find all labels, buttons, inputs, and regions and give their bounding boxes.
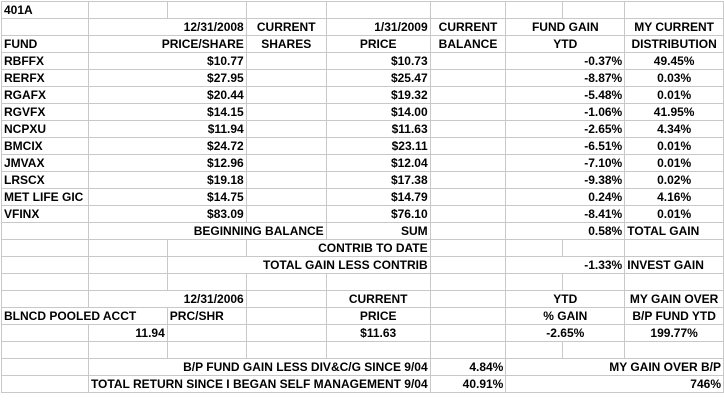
cell[interactable] bbox=[246, 291, 326, 308]
current-shares-cell[interactable] bbox=[246, 155, 326, 172]
fund-name[interactable]: BMCIX bbox=[2, 138, 89, 155]
distribution[interactable]: 4.16% bbox=[625, 189, 724, 206]
total-return-label[interactable]: TOTAL RETURN SINCE I BEGAN SELF MANAGEMENT 9/04 bbox=[88, 376, 430, 393]
current-shares-cell[interactable] bbox=[246, 189, 326, 206]
cell[interactable] bbox=[2, 342, 89, 359]
current-shares-cell[interactable] bbox=[246, 87, 326, 104]
cell[interactable] bbox=[430, 291, 506, 308]
cell[interactable] bbox=[562, 2, 625, 19]
price-2008[interactable]: $83.09 bbox=[88, 206, 246, 223]
current-shares-cell[interactable] bbox=[246, 104, 326, 121]
cell[interactable] bbox=[2, 291, 89, 308]
cell[interactable] bbox=[246, 325, 326, 342]
summary-row-beginning bbox=[2, 223, 724, 240]
distribution[interactable]: 0.01% bbox=[625, 155, 724, 172]
footer-row-2 bbox=[2, 376, 724, 393]
price-2009[interactable]: $23.11 bbox=[326, 138, 430, 155]
pooled-price[interactable]: PRICE bbox=[326, 308, 430, 325]
cell[interactable] bbox=[430, 257, 506, 274]
price-2008[interactable]: $14.75 bbox=[88, 189, 246, 206]
current-balance-cell[interactable] bbox=[430, 70, 506, 87]
header-current-balance[interactable]: CURRENT bbox=[430, 19, 506, 36]
cell[interactable] bbox=[430, 308, 506, 325]
cell[interactable] bbox=[430, 240, 506, 257]
header-distribution[interactable]: DISTRIBUTION bbox=[625, 36, 724, 53]
table-row bbox=[2, 53, 724, 70]
pooled-value-2006[interactable]: 11.94 bbox=[88, 325, 167, 342]
price-2008[interactable]: $12.96 bbox=[88, 155, 246, 172]
total-gain-label[interactable]: TOTAL GAIN bbox=[625, 223, 724, 240]
price-2009[interactable]: $14.00 bbox=[326, 104, 430, 121]
header-price[interactable]: PRICE bbox=[326, 36, 430, 53]
summary-row-contrib bbox=[2, 240, 724, 257]
bp-less-value[interactable]: 4.84% bbox=[430, 359, 506, 376]
header-fund[interactable]: FUND bbox=[2, 36, 89, 53]
table-row bbox=[2, 70, 724, 87]
fund-name[interactable]: RGAFX bbox=[2, 87, 89, 104]
total-return-value[interactable]: 40.91% bbox=[430, 376, 506, 393]
price-2008[interactable]: $11.94 bbox=[88, 121, 246, 138]
title-row bbox=[2, 2, 724, 19]
cell[interactable] bbox=[2, 376, 89, 393]
current-balance-cell[interactable] bbox=[430, 155, 506, 172]
fund-name[interactable]: LRSCX bbox=[2, 172, 89, 189]
invest-gain-value[interactable]: -1.33% bbox=[506, 257, 625, 274]
summary-row-invest bbox=[2, 257, 724, 274]
cell[interactable] bbox=[88, 2, 167, 19]
cell-title[interactable]: 401A bbox=[2, 2, 89, 19]
current-shares-cell[interactable] bbox=[246, 138, 326, 155]
table-row bbox=[2, 138, 724, 155]
cell[interactable] bbox=[2, 223, 89, 240]
price-2008[interactable]: $20.44 bbox=[88, 87, 246, 104]
header-my-current[interactable]: MY CURRENT bbox=[625, 19, 724, 36]
cell[interactable] bbox=[506, 240, 562, 257]
current-shares-cell[interactable] bbox=[246, 70, 326, 87]
price-2009[interactable]: $12.04 bbox=[326, 155, 430, 172]
header-balance[interactable]: BALANCE bbox=[430, 36, 506, 53]
empty-row bbox=[2, 274, 724, 291]
header-current-date[interactable]: 1/31/2009 bbox=[326, 19, 430, 36]
empty-row bbox=[2, 342, 724, 359]
fund-name[interactable]: MET LIFE GIC bbox=[2, 189, 89, 206]
distribution[interactable]: 0.02% bbox=[625, 172, 724, 189]
cell[interactable] bbox=[430, 2, 506, 19]
pooled-prc-shr[interactable]: PRC/SHR bbox=[167, 308, 246, 325]
pooled-current[interactable]: CURRENT bbox=[326, 291, 430, 308]
price-2008[interactable]: $19.18 bbox=[88, 172, 246, 189]
distribution[interactable]: 0.01% bbox=[625, 87, 724, 104]
pooled-header-row-1 bbox=[2, 291, 724, 308]
header-price-share[interactable]: PRICE/SHARE bbox=[88, 36, 246, 53]
spreadsheet-grid bbox=[1, 1, 724, 393]
price-2008[interactable]: $24.72 bbox=[88, 138, 246, 155]
current-balance-cell[interactable] bbox=[430, 104, 506, 121]
pooled-my-gain-over[interactable]: MY GAIN OVER bbox=[625, 291, 724, 308]
cell[interactable] bbox=[246, 2, 326, 19]
fund-gain-ytd[interactable]: -5.48% bbox=[506, 87, 625, 104]
cell[interactable] bbox=[2, 359, 89, 376]
fund-gain-ytd[interactable]: -1.06% bbox=[506, 104, 625, 121]
distribution[interactable]: 41.95% bbox=[625, 104, 724, 121]
current-balance-cell[interactable] bbox=[430, 121, 506, 138]
cell[interactable] bbox=[625, 342, 724, 359]
cell[interactable] bbox=[167, 342, 246, 359]
pooled-value-current[interactable]: $11.63 bbox=[326, 325, 430, 342]
pooled-ytd[interactable]: YTD bbox=[506, 291, 625, 308]
price-2009[interactable]: $10.73 bbox=[326, 53, 430, 70]
current-balance-cell[interactable] bbox=[430, 189, 506, 206]
contrib-to-date-label[interactable]: CONTRIB TO DATE bbox=[246, 240, 430, 257]
pooled-values-row bbox=[2, 325, 724, 342]
cell[interactable] bbox=[430, 342, 506, 359]
current-balance-cell[interactable] bbox=[430, 172, 506, 189]
pooled-value-my-gain[interactable]: 199.77% bbox=[625, 325, 724, 342]
grid-body bbox=[2, 2, 724, 393]
table-row bbox=[2, 104, 724, 121]
cell[interactable] bbox=[2, 325, 89, 342]
table-row bbox=[2, 121, 724, 138]
pooled-pct-gain[interactable]: % GAIN bbox=[506, 308, 625, 325]
current-balance-cell[interactable] bbox=[430, 87, 506, 104]
distribution[interactable]: 4.34% bbox=[625, 121, 724, 138]
pooled-account-label[interactable]: BLNCD POOLED ACCT bbox=[2, 308, 168, 325]
invest-gain-label[interactable]: INVEST GAIN bbox=[625, 257, 724, 274]
price-2009[interactable]: $11.63 bbox=[326, 121, 430, 138]
header-ytd[interactable]: YTD bbox=[506, 36, 625, 53]
fund-gain-ytd[interactable]: -9.38% bbox=[506, 172, 625, 189]
total-gain-less-contrib-label[interactable]: TOTAL GAIN LESS CONTRIB bbox=[167, 257, 430, 274]
cell[interactable] bbox=[430, 274, 506, 291]
fund-gain-ytd[interactable]: 0.24% bbox=[506, 189, 625, 206]
fund-gain-ytd[interactable]: -8.87% bbox=[506, 70, 625, 87]
fund-name[interactable]: NCPXU bbox=[2, 121, 89, 138]
price-2008[interactable]: $10.77 bbox=[88, 53, 246, 70]
cell[interactable] bbox=[506, 274, 562, 291]
cell[interactable] bbox=[88, 342, 167, 359]
header-fund-gain[interactable]: FUND GAIN bbox=[506, 19, 625, 36]
cell[interactable] bbox=[326, 274, 430, 291]
cell[interactable] bbox=[625, 240, 724, 257]
cell[interactable] bbox=[430, 325, 506, 342]
header-price-date[interactable]: 12/31/2008 bbox=[88, 19, 246, 36]
cell[interactable] bbox=[625, 2, 724, 19]
table-row bbox=[2, 206, 724, 223]
bp-less-label[interactable]: B/P FUND GAIN LESS DIV&C/G SINCE 9/04 bbox=[88, 359, 430, 376]
table-row bbox=[2, 189, 724, 206]
current-shares-cell[interactable] bbox=[246, 172, 326, 189]
pooled-date[interactable]: 12/31/2006 bbox=[88, 291, 246, 308]
cell[interactable] bbox=[246, 274, 326, 291]
cell[interactable] bbox=[246, 308, 326, 325]
my-gain-over-bp-label[interactable]: MY GAIN OVER B/P bbox=[506, 359, 724, 376]
cell[interactable] bbox=[562, 240, 625, 257]
header-row-2 bbox=[2, 36, 724, 53]
distribution[interactable]: 0.01% bbox=[625, 138, 724, 155]
cell[interactable] bbox=[167, 2, 246, 19]
cell[interactable] bbox=[88, 257, 167, 274]
cell[interactable] bbox=[167, 240, 246, 257]
fund-gain-ytd[interactable]: -0.37% bbox=[506, 53, 625, 70]
cell[interactable] bbox=[88, 274, 167, 291]
cell[interactable] bbox=[167, 325, 246, 342]
cell[interactable] bbox=[430, 223, 506, 240]
price-2008[interactable]: $27.95 bbox=[88, 70, 246, 87]
cell[interactable] bbox=[326, 342, 430, 359]
price-2009[interactable]: $76.10 bbox=[326, 206, 430, 223]
beginning-balance-label[interactable]: BEGINNING BALANCE bbox=[88, 223, 326, 240]
cell[interactable] bbox=[506, 2, 562, 19]
table-row bbox=[2, 155, 724, 172]
header-current-shares[interactable]: CURRENT bbox=[246, 19, 326, 36]
current-balance-cell[interactable] bbox=[430, 206, 506, 223]
current-shares-cell[interactable] bbox=[246, 121, 326, 138]
current-balance-cell[interactable] bbox=[430, 53, 506, 70]
cell[interactable] bbox=[2, 19, 89, 36]
fund-name[interactable]: JMVAX bbox=[2, 155, 89, 172]
total-gain-value[interactable]: 0.58% bbox=[506, 223, 625, 240]
price-2009[interactable]: $14.79 bbox=[326, 189, 430, 206]
price-2009[interactable]: $19.32 bbox=[326, 87, 430, 104]
current-shares-cell[interactable] bbox=[246, 206, 326, 223]
current-shares-cell[interactable] bbox=[246, 53, 326, 70]
price-2009[interactable]: $25.47 bbox=[326, 70, 430, 87]
distribution[interactable]: 0.03% bbox=[625, 70, 724, 87]
pooled-header-row-2 bbox=[2, 308, 724, 325]
cell[interactable] bbox=[2, 257, 89, 274]
fund-gain-ytd[interactable]: -6.51% bbox=[506, 138, 625, 155]
cell[interactable] bbox=[246, 342, 326, 359]
fund-name[interactable]: RBFFX bbox=[2, 53, 89, 70]
cell[interactable] bbox=[2, 274, 89, 291]
current-balance-cell[interactable] bbox=[430, 138, 506, 155]
footer-row-1 bbox=[2, 359, 724, 376]
fund-name[interactable]: RGVFX bbox=[2, 104, 89, 121]
fund-name[interactable]: RERFX bbox=[2, 70, 89, 87]
cell[interactable] bbox=[2, 240, 89, 257]
cell[interactable] bbox=[506, 342, 562, 359]
cell[interactable] bbox=[88, 240, 167, 257]
header-shares[interactable]: SHARES bbox=[246, 36, 326, 53]
table-row bbox=[2, 87, 724, 104]
distribution[interactable]: 0.01% bbox=[625, 206, 724, 223]
pooled-value-gain[interactable]: -2.65% bbox=[506, 325, 625, 342]
fund-gain-ytd[interactable]: -8.41% bbox=[506, 206, 625, 223]
pooled-bp-fund-ytd[interactable]: B/P FUND YTD bbox=[625, 308, 724, 325]
fund-name[interactable]: VFINX bbox=[2, 206, 89, 223]
sum-label[interactable]: SUM bbox=[326, 223, 430, 240]
header-row-1 bbox=[2, 19, 724, 36]
distribution[interactable]: 49.45% bbox=[625, 53, 724, 70]
price-2008[interactable]: $14.15 bbox=[88, 104, 246, 121]
my-gain-over-bp-value[interactable]: 746% bbox=[506, 376, 724, 393]
fund-gain-ytd[interactable]: -2.65% bbox=[506, 121, 625, 138]
fund-gain-ytd[interactable]: -7.10% bbox=[506, 155, 625, 172]
cell[interactable] bbox=[167, 274, 246, 291]
cell[interactable] bbox=[326, 2, 430, 19]
price-2009[interactable]: $17.38 bbox=[326, 172, 430, 189]
table-row bbox=[2, 172, 724, 189]
cell[interactable] bbox=[562, 274, 625, 291]
cell[interactable] bbox=[562, 342, 625, 359]
cell[interactable] bbox=[625, 274, 724, 291]
